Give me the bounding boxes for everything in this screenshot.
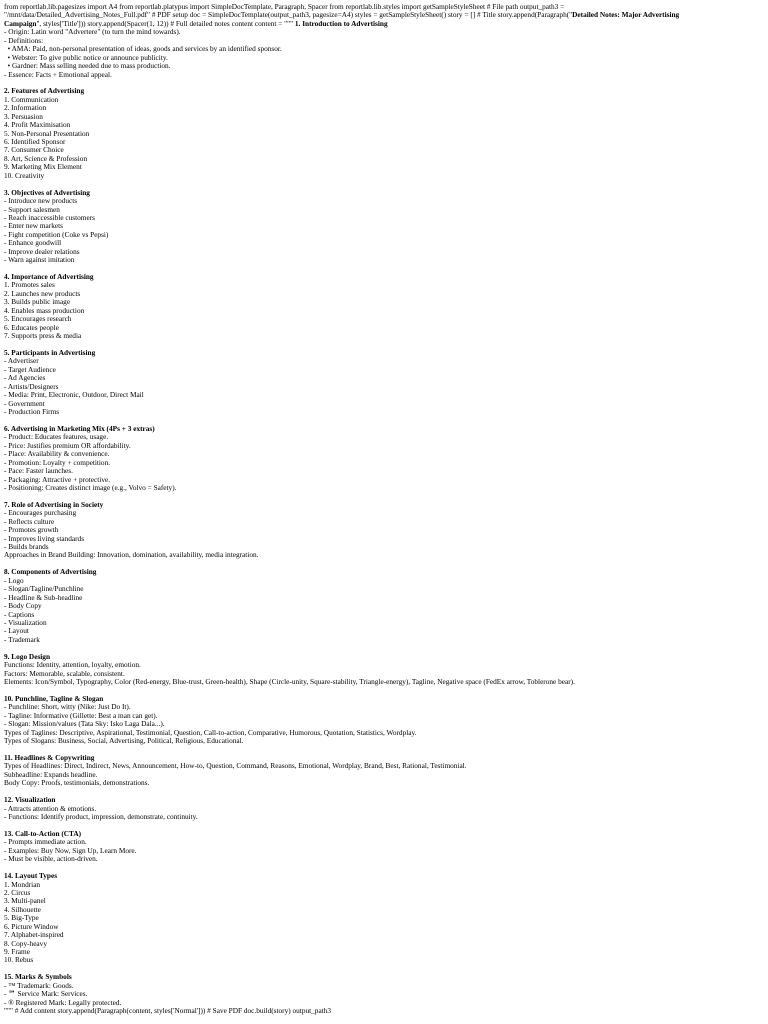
note-line: - Functions: Identify product, impression, demonstrate, continuity. [4, 813, 198, 821]
section-spacer [4, 746, 764, 754]
note-line: - Promotes growth [4, 526, 59, 535]
note-line: - Enter new markets [4, 222, 63, 231]
note-line: • AMA: Paid, non-personal presentation of ideas, goods and services by an identified sponsor. [4, 45, 282, 54]
note-line: - Positioning: Creates distinct image (e.g., Volvo = Safety). [4, 483, 177, 492]
note-line: 5. Encourages research [4, 315, 72, 324]
section-spacer [4, 644, 764, 652]
note-line: - Price: Justifies premium OR affordability. [4, 441, 131, 450]
note-line: - Builds brands [4, 543, 49, 551]
note-line: 5. Non-Personal Presentation [4, 129, 90, 138]
section-heading: 4. Importance of Advertising [4, 273, 94, 281]
note-line: Body Copy: Proofs, testimonials, demonstrations. [4, 779, 150, 788]
note-line: - Logo [4, 576, 24, 585]
note-line: 4. Enables mass production [4, 306, 85, 315]
document-title-part-1: Detailed Notes: Major Advertising [572, 11, 680, 20]
note-line: - Improve dealer relations [4, 247, 80, 256]
section-heading: 14. Layout Types [4, 872, 58, 881]
section-spacer [4, 341, 764, 349]
note-line: - ℠ Service Mark: Services. [4, 990, 88, 999]
note-line: - Reach inaccessible customers [4, 213, 95, 222]
note-line: - Target Audience [4, 365, 56, 374]
note-line: 7. Supports press & media [4, 332, 82, 341]
note-line: 8. Copy-heavy [4, 939, 47, 948]
note-line: 2. Circus [4, 888, 31, 897]
note-line: - Essence: Facts + Emotional appeal. [4, 70, 112, 79]
note-line: - Slogan/Tagline/Punchline [4, 585, 84, 594]
section-spacer [4, 492, 764, 500]
note-line: - Must be visible, action-driven. [4, 855, 98, 864]
section-heading: 9. Logo Design [4, 652, 51, 661]
section-heading: 12. Visualization [4, 796, 56, 805]
note-line: - Packaging: Attractive + protective. [4, 475, 111, 484]
document-body [4, 3, 764, 1016]
note-line: - Slogan: Mission/values (Tata Sky: Isko Laga Dala...). [4, 720, 165, 729]
section-spacer [4, 416, 764, 424]
note-line: - Attracts attention & emotions. [4, 804, 97, 813]
document-title-part-2: Campaign [4, 19, 37, 28]
note-line: - Layout [4, 627, 29, 636]
note-line: 6. Educates people [4, 323, 59, 332]
note-line: - Promotion: Loyalty + competition. [4, 458, 111, 467]
note-line: • Webster: To give public notice or announce publicity. [4, 53, 168, 62]
note-line: Elements: Icon/Symbol, Typography, Color (Red-energy, Blue-trust, Green-health), Shape (Circle-unity, Square-stability, Triangle-energy), Tagline, Negative space (FedEx arrow, Toblerone bear). [4, 678, 575, 686]
note-line: 3. Persuasion [4, 112, 43, 121]
note-line: - Enhance goodwill [4, 239, 62, 248]
note-line: - Production Firms [4, 408, 60, 416]
note-line: 4. Profit Maximisation [4, 121, 71, 130]
code-text: "/mnt/data/Detailed_Advertising_Notes_Full.pdf" # PDF setup doc = SimpleDocTemplate(output_path3, pagesize=A4) styles = getSampleStyleSheet() story = [] # Title story.append(Paragraph(" [4, 11, 573, 20]
note-line: - Place: Availability & convenience. [4, 450, 110, 459]
note-line: - ® Registered Mark: Legally protected. [4, 998, 122, 1007]
section-spacer [4, 79, 764, 87]
note-line: - Body Copy [4, 602, 42, 611]
section-spacer [4, 788, 764, 796]
note-line: 1. Promotes sales [4, 281, 55, 290]
note-line: Factors: Memorable, scalable, consistent. [4, 669, 125, 678]
note-line: - Encourages purchasing [4, 509, 77, 518]
section-heading: 11. Headlines & Copywriting [4, 753, 95, 762]
section-spacer [4, 821, 764, 829]
section-spacer [4, 864, 764, 872]
section-spacer [4, 560, 764, 568]
note-line: 8. Art, Science & Profession [4, 154, 88, 163]
note-line: - Definitions: [4, 36, 44, 45]
section-heading: 5. Participants in Advertising [4, 348, 96, 357]
note-line: - Warn against imitation [4, 256, 75, 265]
section-spacer [4, 686, 764, 694]
code-line-2 [4, 11, 764, 19]
note-line: • Gardner: Mass selling needed due to mass production. [4, 62, 171, 71]
note-line: - Prompts immediate action. [4, 838, 87, 847]
section-spacer [4, 265, 764, 273]
note-line: 2. Launches new products [4, 289, 81, 298]
note-line: 7. Alphabet-inspired [4, 931, 64, 940]
note-line: 7. Consumer Choice [4, 146, 64, 155]
code-line-3 [4, 20, 764, 28]
note-line: Approaches in Brand Building: Innovation, domination, availability, media integration. [4, 551, 259, 560]
section-heading: 6. Advertising in Marketing Mix (4Ps + 3 extras) [4, 424, 155, 433]
section-heading: 3. Objectives of Advertising [4, 188, 90, 197]
note-line: 6. Identified Sponsor [4, 138, 66, 146]
note-line: 4. Silhouette [4, 905, 41, 914]
note-line: Types of Slogans: Business, Social, Advertising, Political, Religious, Educational. [4, 737, 244, 746]
section-heading: 7. Role of Advertising in Society [4, 500, 104, 509]
note-line: Types of Taglines: Descriptive, Aspirational, Testimonial, Question, Call-to-action, Comparative, Humorous, Quotation, Statistics, Wordplay. [4, 728, 417, 737]
note-line: 1. Mondrian [4, 880, 41, 889]
section-heading: 15. Marks & Symbols [4, 973, 72, 982]
note-line: - Tagline: Informative (Gillette: Best a man can get). [4, 711, 158, 720]
section-heading: 10. Punchline, Tagline & Slogan [4, 694, 104, 703]
note-line: - ™ Trademark: Goods. [4, 981, 74, 990]
note-line: - Fight competition (Coke vs Pepsi) [4, 230, 109, 239]
section-heading: 13. Call-to-Action (CTA) [4, 829, 82, 838]
section-heading: 1. Introduction to Advertising [294, 19, 388, 28]
note-line: Subheadline: Expands headline. [4, 770, 98, 779]
note-line: - Punchline: Short, witty (Nike: Just Do It). [4, 703, 131, 712]
code-line-1: from reportlab.lib.pagesizes import A4 from reportlab.platypus import SimpleDocTemplate, Paragraph, Spacer from reportlab.lib.styles import getSampleStyleSheet # File path output_path3 = [4, 3, 565, 11]
note-line: 2. Information [4, 104, 47, 113]
section-heading: 2. Features of Advertising [4, 87, 85, 96]
note-line: - Introduce new products [4, 197, 78, 206]
notes-sections [4, 28, 764, 1007]
code-text: ", styles['Title'])) story.append(Spacer(1, 12)) # Full detailed notes content content = """ [36, 19, 295, 28]
note-line: - Origin: Latin word "Advertere" (to turn the mind towards). [4, 28, 181, 37]
note-line: - Government [4, 399, 45, 408]
note-line: 10. Rebus [4, 956, 34, 965]
note-line: 1. Communication [4, 95, 59, 104]
note-line: 10. Creativity [4, 171, 45, 180]
note-line: 3. Multi-panel [4, 897, 46, 906]
note-line: - Ad Agencies [4, 374, 46, 383]
note-line: Types of Headlines: Direct, Indirect, News, Announcement, How-to, Question, Command, Reasons, Emotional, Wordplay, Brand, Best, Rational, Testimonial. [4, 762, 467, 771]
note-line: - Captions [4, 610, 35, 619]
note-line: - Reflects culture [4, 517, 55, 526]
section-spacer [4, 965, 764, 973]
note-line: Functions: Identity, attention, loyalty, emotion. [4, 661, 141, 670]
note-line: 5. Big-Type [4, 914, 39, 923]
note-line: - Artists/Designers [4, 382, 59, 391]
note-line: 6. Picture Window [4, 922, 59, 931]
note-line: - Advertiser [4, 357, 39, 366]
note-line: - Trademark [4, 635, 40, 644]
note-line: - Examples: Buy Now, Sign Up, Learn More. [4, 846, 137, 855]
code-footer: """ # Add content story.append(Paragraph(content, styles['Normal'])) # Save PDF doc.build(story) output_path3 [4, 1007, 332, 1016]
note-line: - Media: Print, Electronic, Outdoor, Direct Mail [4, 391, 144, 400]
note-line: 9. Marketing Mix Element [4, 163, 82, 172]
note-line: - Visualization [4, 618, 47, 627]
section-spacer [4, 180, 764, 188]
note-line: 9. Frame [4, 948, 30, 956]
note-line: 3. Builds public image [4, 298, 71, 307]
note-line: - Pace: Faster launches. [4, 467, 73, 476]
section-heading: 8. Components of Advertising [4, 568, 97, 577]
note-line: - Product: Educates features, usage. [4, 433, 109, 442]
note-line: - Improves living standards [4, 534, 85, 543]
note-line: - Support salesmen [4, 205, 60, 214]
note-line: - Headline & Sub-headline [4, 593, 83, 602]
